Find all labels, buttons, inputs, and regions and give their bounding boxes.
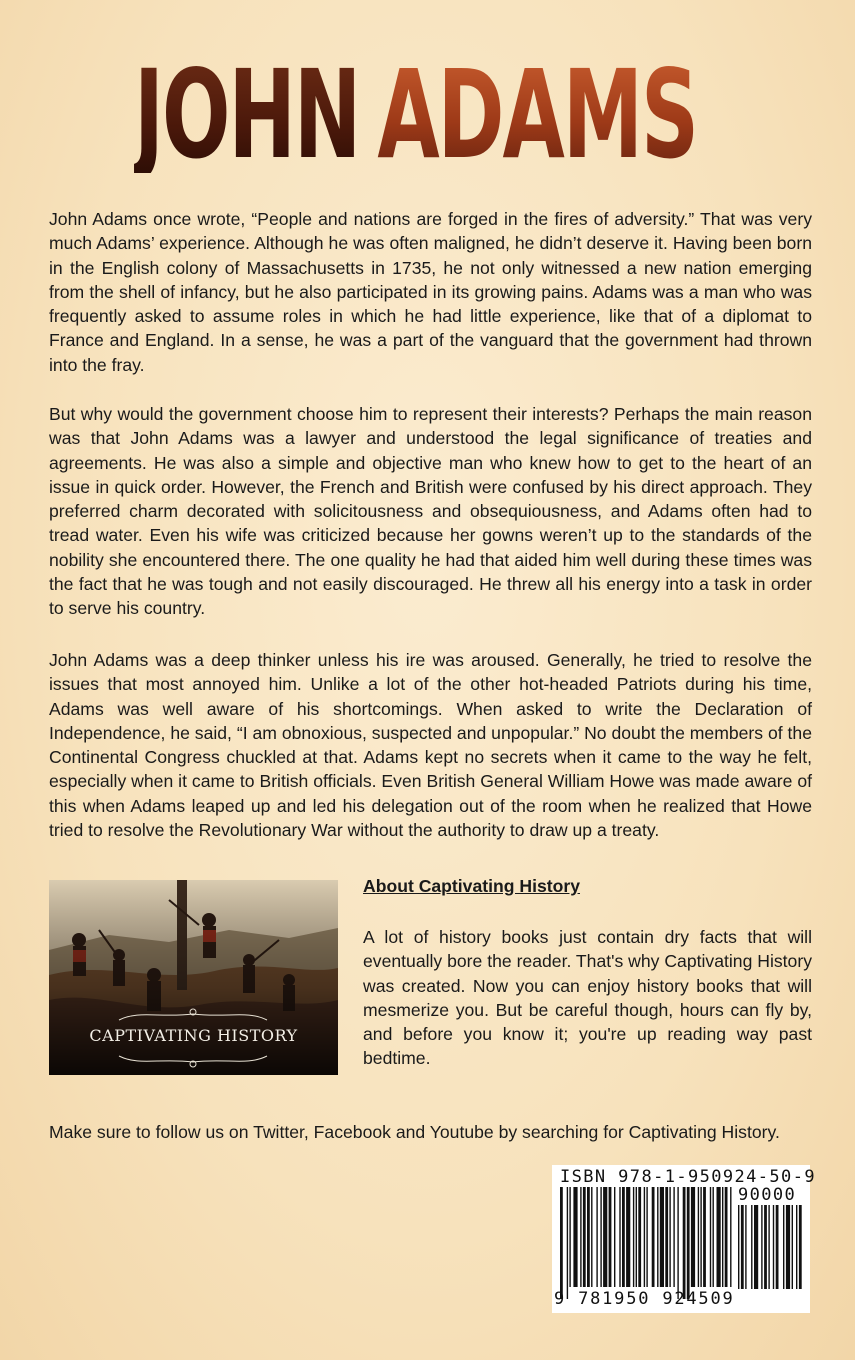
addon-bar xyxy=(751,1205,752,1289)
barcode-bar xyxy=(583,1187,586,1287)
barcode-bar xyxy=(591,1187,592,1287)
barcode-bar xyxy=(567,1187,568,1299)
barcode-bar xyxy=(687,1187,690,1299)
barcode-bar xyxy=(569,1187,570,1287)
barcode-bar xyxy=(660,1187,664,1287)
barcode-bar xyxy=(717,1187,721,1287)
addon-bar xyxy=(738,1205,739,1289)
addon-bar xyxy=(783,1205,784,1289)
title-first-name: JOHN xyxy=(133,44,359,186)
addon-bar xyxy=(786,1205,790,1289)
addon-bar xyxy=(754,1205,758,1289)
barcode-bar xyxy=(691,1187,695,1287)
barcode-bar xyxy=(677,1187,678,1299)
publisher-image xyxy=(49,880,338,1075)
barcode-bar xyxy=(710,1187,711,1287)
barcode-bar xyxy=(636,1187,637,1287)
barcode-bar xyxy=(725,1187,728,1287)
book-title xyxy=(0,44,855,186)
barcode-bar xyxy=(614,1187,615,1287)
price-code: 90000 xyxy=(738,1185,797,1205)
addon-bar xyxy=(792,1205,793,1289)
barcode-bar xyxy=(587,1187,590,1287)
barcode-bar xyxy=(652,1187,655,1287)
about-heading: About Captivating History xyxy=(363,876,580,896)
blurb-paragraph-2: But why would the government choose him to represent their interests? Perhaps the main reason was that John Adams was a lawyer and understood the legal significance of treaties and agreements. He was also a simple and objective man who knew how to get to the heart of an issue in quick order. However, the French and British were confused by his direct approach. They preferred charm decorated with solicitousness and obsequiousness, and Adams often had to tread water. Even his wife was criticized because her gowns weren’t up to the standards of the nobility she encountered there. The one quality he had that aided him well during these times was the fact that he was tough and not easily discouraged. He threw all his energy into a task in order to serve his country. xyxy=(49,404,812,619)
about-body: A lot of history books just contain dry facts that will eventually bore the reader. That's why Captivating History was created. Now you can enjoy history books that will mesmerize you. But be careful though, hours can fly by, and before you know it; you're up reading way past bedtime. xyxy=(363,927,812,1069)
addon-bar xyxy=(764,1205,767,1289)
blurb-paragraph-3: John Adams was a deep thinker unless his ire was aroused. Generally, he tried to resolve the issues that most annoyed him. Unlike a lot of the other hot-headed Patriots during his time, Adams was well aware of his shortcomings. When asked to write the Declaration of Independence, he said, “I am obnoxious, suspected and unpopular.” No doubt the members of the Continental Congress chuckled at that. Adams kept no secrets when it came to the way he felt, especially when it came to British officials. Even British General William Howe was made aware of this when Adams leaped up and led his delegation out of the room when he realized that Howe tried to resolve the Revolutionary War without the authority to draw up a treaty. xyxy=(49,650,812,841)
barcode-bar xyxy=(573,1187,577,1287)
barcode-bar xyxy=(683,1187,686,1299)
blurb-paragraph-1: John Adams once wrote, “People and nations are forged in the fires of adversity.” That was very much Adams’ experience. Although he was often maligned, he didn’t deserve it. Having been born in the English colony of Massachusetts in 1735, he not only witnessed a new nation emerging from the shell of infancy, but he also participated in its growing pains. Adams was a man who was frequently asked to assume roles in which he had little experience, like that of a diplomat to France and England. In a sense, he was a part of the vanguard that the government had thrown into the fray. xyxy=(49,209,812,375)
barcode-bar xyxy=(603,1187,607,1287)
addon-bar xyxy=(768,1205,769,1289)
isbn-label: ISBN 978-1-950924-50-9 xyxy=(560,1167,816,1187)
barcode-bar xyxy=(646,1187,647,1287)
barcode-bar xyxy=(703,1187,706,1287)
addon-bar xyxy=(799,1205,802,1289)
title-last-name: ADAMS xyxy=(377,44,697,186)
addon-bar xyxy=(796,1205,797,1289)
barcode-bar xyxy=(665,1187,668,1287)
addon-bar xyxy=(773,1205,774,1289)
barcode-bar xyxy=(673,1187,674,1287)
barcode-bar xyxy=(700,1187,701,1287)
ean-digits: 9 781950 924509 xyxy=(554,1289,735,1309)
barcode-bar xyxy=(580,1187,581,1287)
barcode-bar xyxy=(600,1187,601,1287)
addon-bar xyxy=(741,1205,744,1289)
barcode-bar xyxy=(596,1187,597,1287)
barcode-bar xyxy=(560,1187,563,1299)
barcode-bar xyxy=(722,1187,723,1287)
barcode-bar xyxy=(633,1187,634,1287)
addon-bar xyxy=(745,1205,746,1289)
isbn-barcode xyxy=(552,1165,816,1313)
addon-bar xyxy=(776,1205,779,1289)
barcode-bar xyxy=(622,1187,625,1287)
barcode-bar xyxy=(713,1187,714,1287)
barcode-bar xyxy=(609,1187,612,1287)
captivating-history-logo-text: CAPTIVATING HISTORY xyxy=(89,1026,298,1045)
addon-bar xyxy=(761,1205,762,1289)
barcode-bar xyxy=(730,1187,731,1287)
barcode-bar xyxy=(644,1187,645,1287)
follow-us-text: Make sure to follow us on Twitter, Facebook and Youtube by searching for Captivating History. xyxy=(49,1122,780,1142)
barcode-bar xyxy=(698,1187,699,1287)
battle-painting-illustration xyxy=(49,880,338,1075)
barcode-bar xyxy=(638,1187,641,1287)
barcode-bar xyxy=(669,1187,670,1287)
barcode-bar xyxy=(657,1187,658,1287)
barcode-bar xyxy=(626,1187,630,1287)
barcode-bar xyxy=(619,1187,620,1287)
